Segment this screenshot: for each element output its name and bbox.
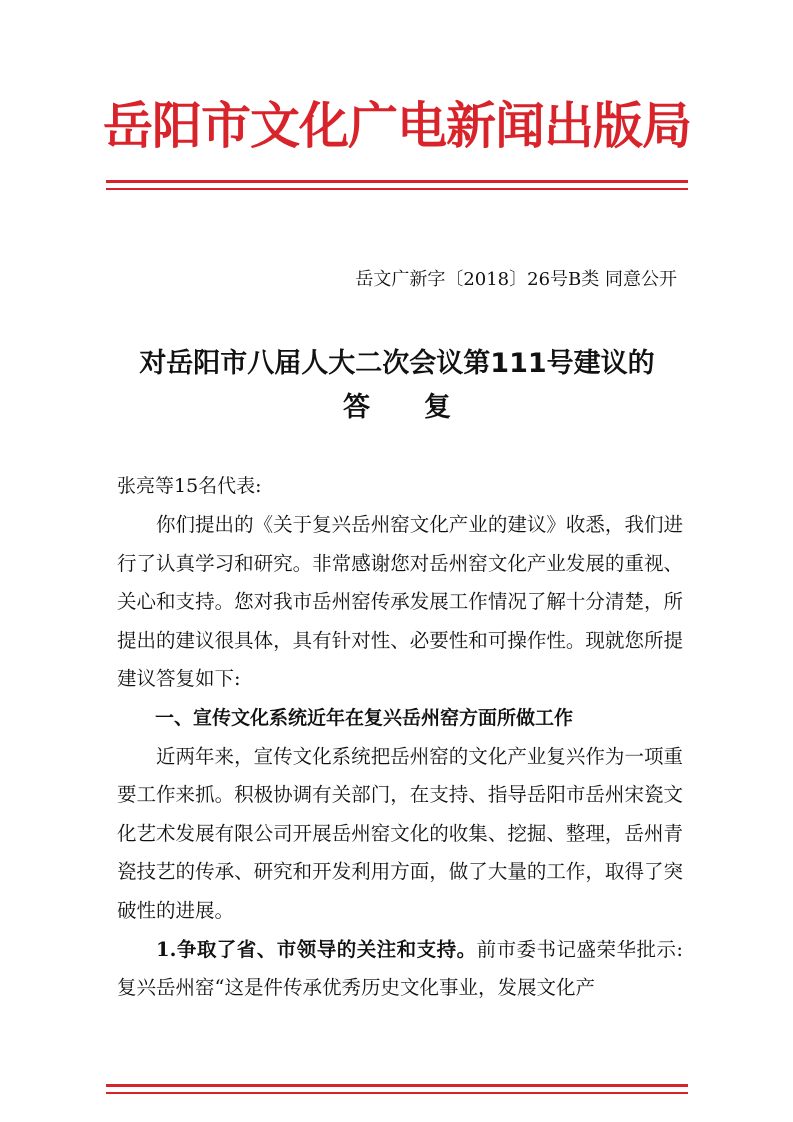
addressee: 张亮等15名代表: bbox=[117, 475, 262, 497]
paragraph-lead-bold: 1.争取了省、市领导的关注和支持。 bbox=[156, 937, 477, 961]
body-paragraph-1: 你们提出的《关于复兴岳州窑文化产业的建议》收悉，我们进行了认真学习和研究。非常感谢您对岳州窑文化产业发展的重视、关心和支持。您对我市岳州窑传承发展工作情况了解十分清楚，所提出的建议很具体，具有针对性、必要性和可操作性。现就您所提建议答复如下: bbox=[117, 513, 683, 691]
section-heading-1: 一、宣传文化系统近年在复兴岳州窑方面所做工作 bbox=[155, 706, 574, 729]
letterhead-org-name: 岳阳市文化广电新闻出版局 bbox=[103, 96, 691, 155]
letterhead-rule-thick bbox=[106, 180, 688, 183]
footer-rule-thick bbox=[106, 1084, 688, 1087]
document-title-line2: 答复 bbox=[343, 392, 505, 423]
document-body bbox=[117, 506, 683, 1008]
body-paragraph-2: 近两年来，宣传文化系统把岳州窑的文化产业复兴作为一项重要工作来抓。积极协调有关部门，在支持、指导岳阳市岳州宋瓷文化艺术发展有限公司开展岳州窑文化的收集、挖掘、整理，岳州青瓷技艺的传承、研究和开发利用方面，做了大量的工作，取得了突破性的进展。 bbox=[117, 744, 683, 922]
document-number: 岳文广新字〔2018〕26号B类 同意公开 bbox=[355, 269, 677, 290]
footer-rule-thin bbox=[106, 1092, 688, 1094]
document-title-line1: 对岳阳市八届人大二次会议第111号建议的 bbox=[139, 348, 655, 379]
body-paragraph-3 bbox=[117, 931, 683, 1008]
paragraph-rest: 前市委书记盛荣华批示:复兴岳州窑“这是件传承优秀历史文化事业，发展文化产 bbox=[117, 937, 683, 1000]
letterhead-rule-thin bbox=[106, 188, 688, 190]
